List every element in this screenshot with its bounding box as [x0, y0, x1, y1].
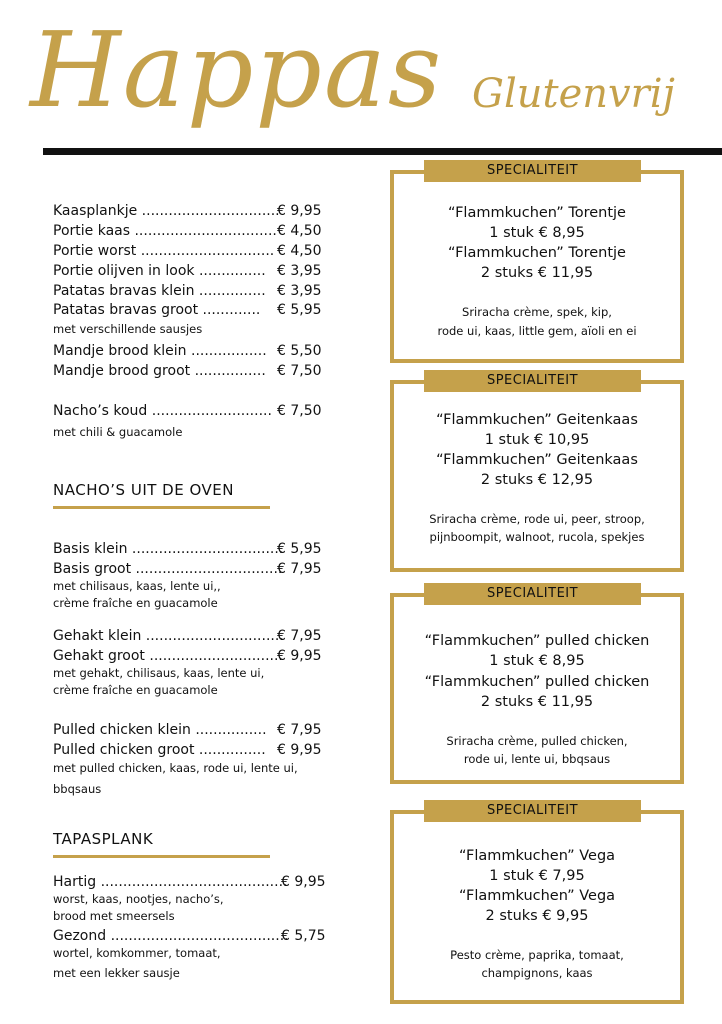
item-name: Basis klein ..................................	[53, 541, 284, 557]
special-price: 2 stuks € 11,95	[480, 694, 594, 710]
special-description: Sriracha crème, pulled chicken,	[446, 734, 628, 748]
item-price: € 9,95	[277, 203, 322, 219]
special-description: rode ui, kaas, little gem, aïoli en ei	[437, 324, 637, 338]
menu-title: Happas	[30, 9, 444, 131]
item-price: € 5,95	[277, 541, 322, 557]
item-description: met verschillende sausjes	[53, 322, 203, 336]
item-description: met pulled chicken, kaas, rode ui, lente ui,	[53, 761, 298, 775]
item-name: Kaasplankje ...............................	[53, 203, 280, 219]
special-price: 2 stuks € 9,95	[485, 908, 589, 924]
special-label: SPECIALITEIT	[424, 583, 641, 605]
section-divider	[53, 855, 270, 858]
section-heading-oven: NACHO’S UIT DE OVEN	[53, 481, 234, 499]
item-name: Hartig ..........................................	[53, 874, 288, 890]
special-price: 1 stuk € 7,95	[489, 868, 585, 884]
special-name: “Flammkuchen” Vega	[458, 888, 616, 904]
item-description: met chilisaus, kaas, lente ui,,	[53, 579, 221, 593]
item-price: € 3,95	[277, 263, 322, 279]
special-description: rode ui, lente ui, bbqsaus	[463, 752, 611, 766]
item-price: € 7,95	[277, 628, 322, 644]
special-description: Pesto crème, paprika, tomaat,	[450, 948, 624, 962]
special-name: “Flammkuchen” pulled chicken	[424, 674, 650, 690]
header-divider	[43, 148, 722, 155]
item-description: met chili & guacamole	[53, 425, 183, 439]
item-name: Pulled chicken groot ...............	[53, 742, 266, 758]
item-price: € 3,95	[277, 283, 322, 299]
item-price: € 5,95	[277, 302, 322, 318]
special-name: “Flammkuchen” Geitenkaas	[436, 452, 638, 468]
section-heading-tapasplank: TAPASPLANK	[53, 830, 154, 848]
special-description: pijnboompit, walnoot, rucola, spekjes	[429, 530, 645, 544]
item-name: Mandje brood groot ................	[53, 363, 266, 379]
special-description: Sriracha crème, rode ui, peer, stroop,	[429, 512, 645, 526]
special-price: 1 stuk € 10,95	[484, 432, 590, 448]
item-description: met een lekker sausje	[53, 966, 180, 980]
item-price: € 7,95	[277, 722, 322, 738]
special-label: SPECIALITEIT	[424, 160, 641, 182]
special-name: “Flammkuchen” Geitenkaas	[436, 412, 638, 428]
item-name: Patatas bravas groot .............	[53, 302, 261, 318]
item-name: Portie olijven in look ...............	[53, 263, 266, 279]
item-name: Basis groot .................................	[53, 561, 283, 577]
item-description: crème fraîche en guacamole	[53, 683, 218, 697]
special-description: champignons, kaas	[481, 966, 593, 980]
special-price: 1 stuk € 8,95	[489, 653, 585, 669]
item-name: Portie kaas ................................	[53, 223, 277, 239]
special-label: SPECIALITEIT	[424, 800, 641, 822]
item-price: € 7,95	[277, 561, 322, 577]
special-label: SPECIALITEIT	[424, 370, 641, 392]
special-description: Sriracha crème, spek, kip,	[462, 305, 612, 319]
item-description: bbqsaus	[53, 782, 102, 796]
special-name: “Flammkuchen” pulled chicken	[424, 633, 650, 649]
special-price: 2 stuks € 11,95	[480, 265, 594, 281]
item-name: Gezond ........................................	[53, 928, 289, 944]
item-name: Gehakt groot ..............................	[53, 648, 283, 664]
special-name: “Flammkuchen” Torentje	[448, 205, 626, 221]
item-name: Gehakt klein ...............................	[53, 628, 284, 644]
item-price: € 9,95	[277, 648, 322, 664]
special-price: 1 stuk € 8,95	[489, 225, 585, 241]
special-price: 2 stuks € 12,95	[480, 472, 594, 488]
item-description: worst, kaas, nootjes, nacho’s,	[53, 892, 224, 906]
item-name: Nacho’s koud ...........................	[53, 403, 272, 419]
item-name: Portie worst ..............................	[53, 243, 275, 259]
item-name: Pulled chicken klein ................	[53, 722, 267, 738]
item-price: € 5,75	[281, 928, 326, 944]
item-price: € 9,95	[281, 874, 326, 890]
item-description: met gehakt, chilisaus, kaas, lente ui,	[53, 666, 265, 680]
menu-subtitle: Glutenvrij	[472, 71, 675, 117]
section-divider	[53, 506, 270, 509]
item-price: € 9,95	[277, 742, 322, 758]
item-price: € 4,50	[277, 243, 322, 259]
special-name: “Flammkuchen” Torentje	[448, 245, 626, 261]
item-description: crème fraîche en guacamole	[53, 596, 218, 610]
item-price: € 7,50	[277, 403, 322, 419]
item-name: Patatas bravas klein ...............	[53, 283, 266, 299]
item-price: € 7,50	[277, 363, 322, 379]
item-description: wortel, komkommer, tomaat,	[53, 946, 221, 960]
item-price: € 4,50	[277, 223, 322, 239]
item-price: € 5,50	[277, 343, 322, 359]
item-name: Mandje brood klein .................	[53, 343, 267, 359]
special-name: “Flammkuchen” Vega	[458, 848, 616, 864]
item-description: brood met smeersels	[53, 909, 175, 923]
